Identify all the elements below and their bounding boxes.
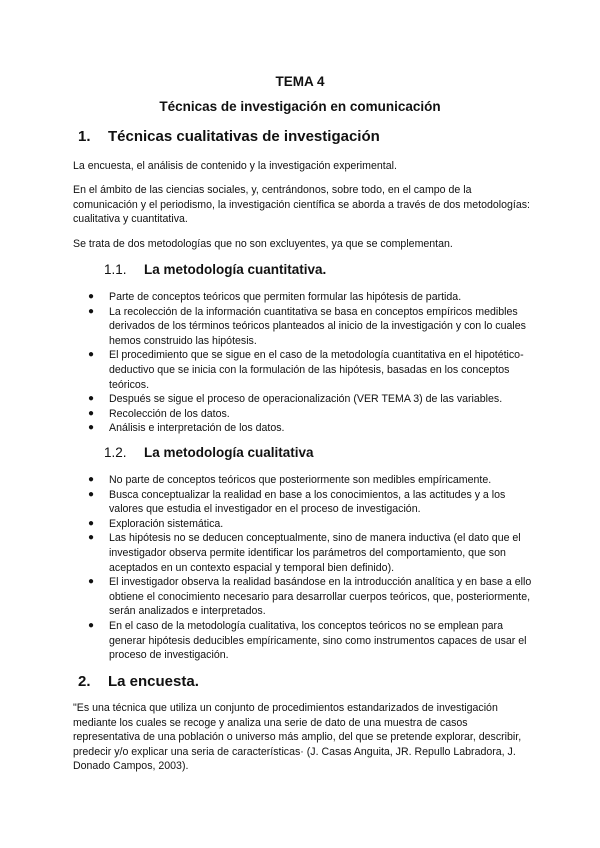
bullet-icon: ●	[88, 349, 95, 361]
bullet-icon: ●	[88, 474, 95, 485]
list-item: ● Las hipótesis no se deducen conceptualmente, sino de manera inductiva (el dato que el investigador observa permite identificar los parámetros del comportamiento, que son aceptados en un contexto espacial y temporal bien definido).	[88, 532, 521, 574]
list-item: ● Busca conceptualizar la realidad en base a los conocimientos, a las actitudes y a los valores que estudia el investigador en el proceso de investigación.	[88, 488, 506, 516]
list-item: ● La recolección de la información cuantitativa se basa en conceptos empíricos medibles derivados de los términos teóricos planteados al inicio de la investigación y con lo cuales hemos construido las hipótesis.	[88, 305, 526, 347]
list-item: ● Análisis e interpretación de los datos.	[88, 422, 285, 435]
subsection-1-2-heading	[104, 445, 314, 460]
section-1-paragraph-2: En el ámbito de las ciencias sociales, y, centrándonos, sobre todo, en el campo de la comunicación y el periodismo, la investigación científica se aborda a través de dos metodologías: cualitativa y cuantitativa.	[73, 184, 530, 226]
subsection-1-2-number: 1.2.	[104, 445, 127, 460]
bullet-icon: ●	[88, 576, 95, 588]
list-item: ● Exploración sistemática.	[88, 517, 224, 530]
document-subtitle: Técnicas de investigación en comunicación	[159, 99, 441, 114]
list-item: ● En el caso de la metodología cualitativa, los conceptos teóricos no se emplean para generar hipótesis deducibles empíricamente, sino como instrumentos capaces de usar el proceso de investigación.	[88, 619, 527, 662]
list-item: ● Parte de conceptos teóricos que permiten formular las hipótesis de partida.	[88, 291, 462, 303]
subsection-1-2-title: La metodología cualitativa	[144, 445, 314, 460]
bullet-icon: ●	[88, 619, 95, 631]
bullet-icon: ●	[88, 305, 95, 317]
section-1-title: Técnicas cualitativas de investigación	[108, 128, 380, 145]
bullet-icon: ●	[88, 393, 95, 405]
bullet-icon: ●	[88, 517, 95, 529]
list-item: ● No parte de conceptos teóricos que posteriormente son medibles empíricamente.	[88, 474, 492, 486]
subsection-1-1-number: 1.1.	[104, 262, 127, 277]
subsection-1-1-heading	[104, 262, 326, 277]
subsection-1-1-title: La metodología cuantitativa.	[144, 262, 327, 277]
bullet-icon: ●	[88, 422, 95, 434]
list-item: ● Recolección de los datos.	[88, 407, 230, 420]
list-item: ● Después se sigue el proceso de operacionalización (VER TEMA 3) de las variables.	[88, 393, 503, 406]
section-1-heading	[78, 128, 380, 145]
section-1-number: 1.	[78, 128, 91, 145]
quantitative-list	[73, 290, 533, 436]
bullet-icon: ●	[88, 532, 95, 544]
section-1-paragraph-1: La encuesta, el análisis de contenido y la investigación experimental.	[73, 160, 397, 172]
section-2-heading	[78, 673, 199, 690]
encuesta-definition-quote: "Es una técnica que utiliza un conjunto de procedimientos estandarizados de investigación mediante los cuales se recoge y analiza una serie de dato de una muestra de casos representativa de una población o universo más amplio, del que se pretende explorar, describir, predecir y/o explicar una seria de características· (J. Casas Anguita, JR. Repullo Labradora, J. Donado Campos, 2003).	[73, 702, 522, 773]
bullet-icon: ●	[88, 407, 95, 419]
section-1-paragraph-3: Se trata de dos metodologías que no son excluyentes, ya que se complementan.	[73, 238, 453, 250]
list-item: ● El investigador observa la realidad basándose en la introducción analítica y en base a ello obtiene el conocimiento necesario para desarrollar cuerpos teóricos, que, posteriormente, serán analizados e interpretados.	[88, 576, 532, 618]
bullet-icon: ●	[88, 488, 95, 500]
qualitative-list	[73, 473, 533, 663]
section-2-title: La encuesta.	[108, 673, 199, 690]
list-item: ● El procedimiento que se sigue en el caso de la metodología cuantitativa en el hipotético-deductivo que se inicia con la formulación de las hipótesis, basadas en los conceptos teóricos.	[88, 349, 524, 391]
bullet-icon: ●	[88, 291, 95, 302]
section-2-number: 2.	[78, 673, 91, 690]
tema-heading: TEMA 4	[275, 74, 325, 89]
